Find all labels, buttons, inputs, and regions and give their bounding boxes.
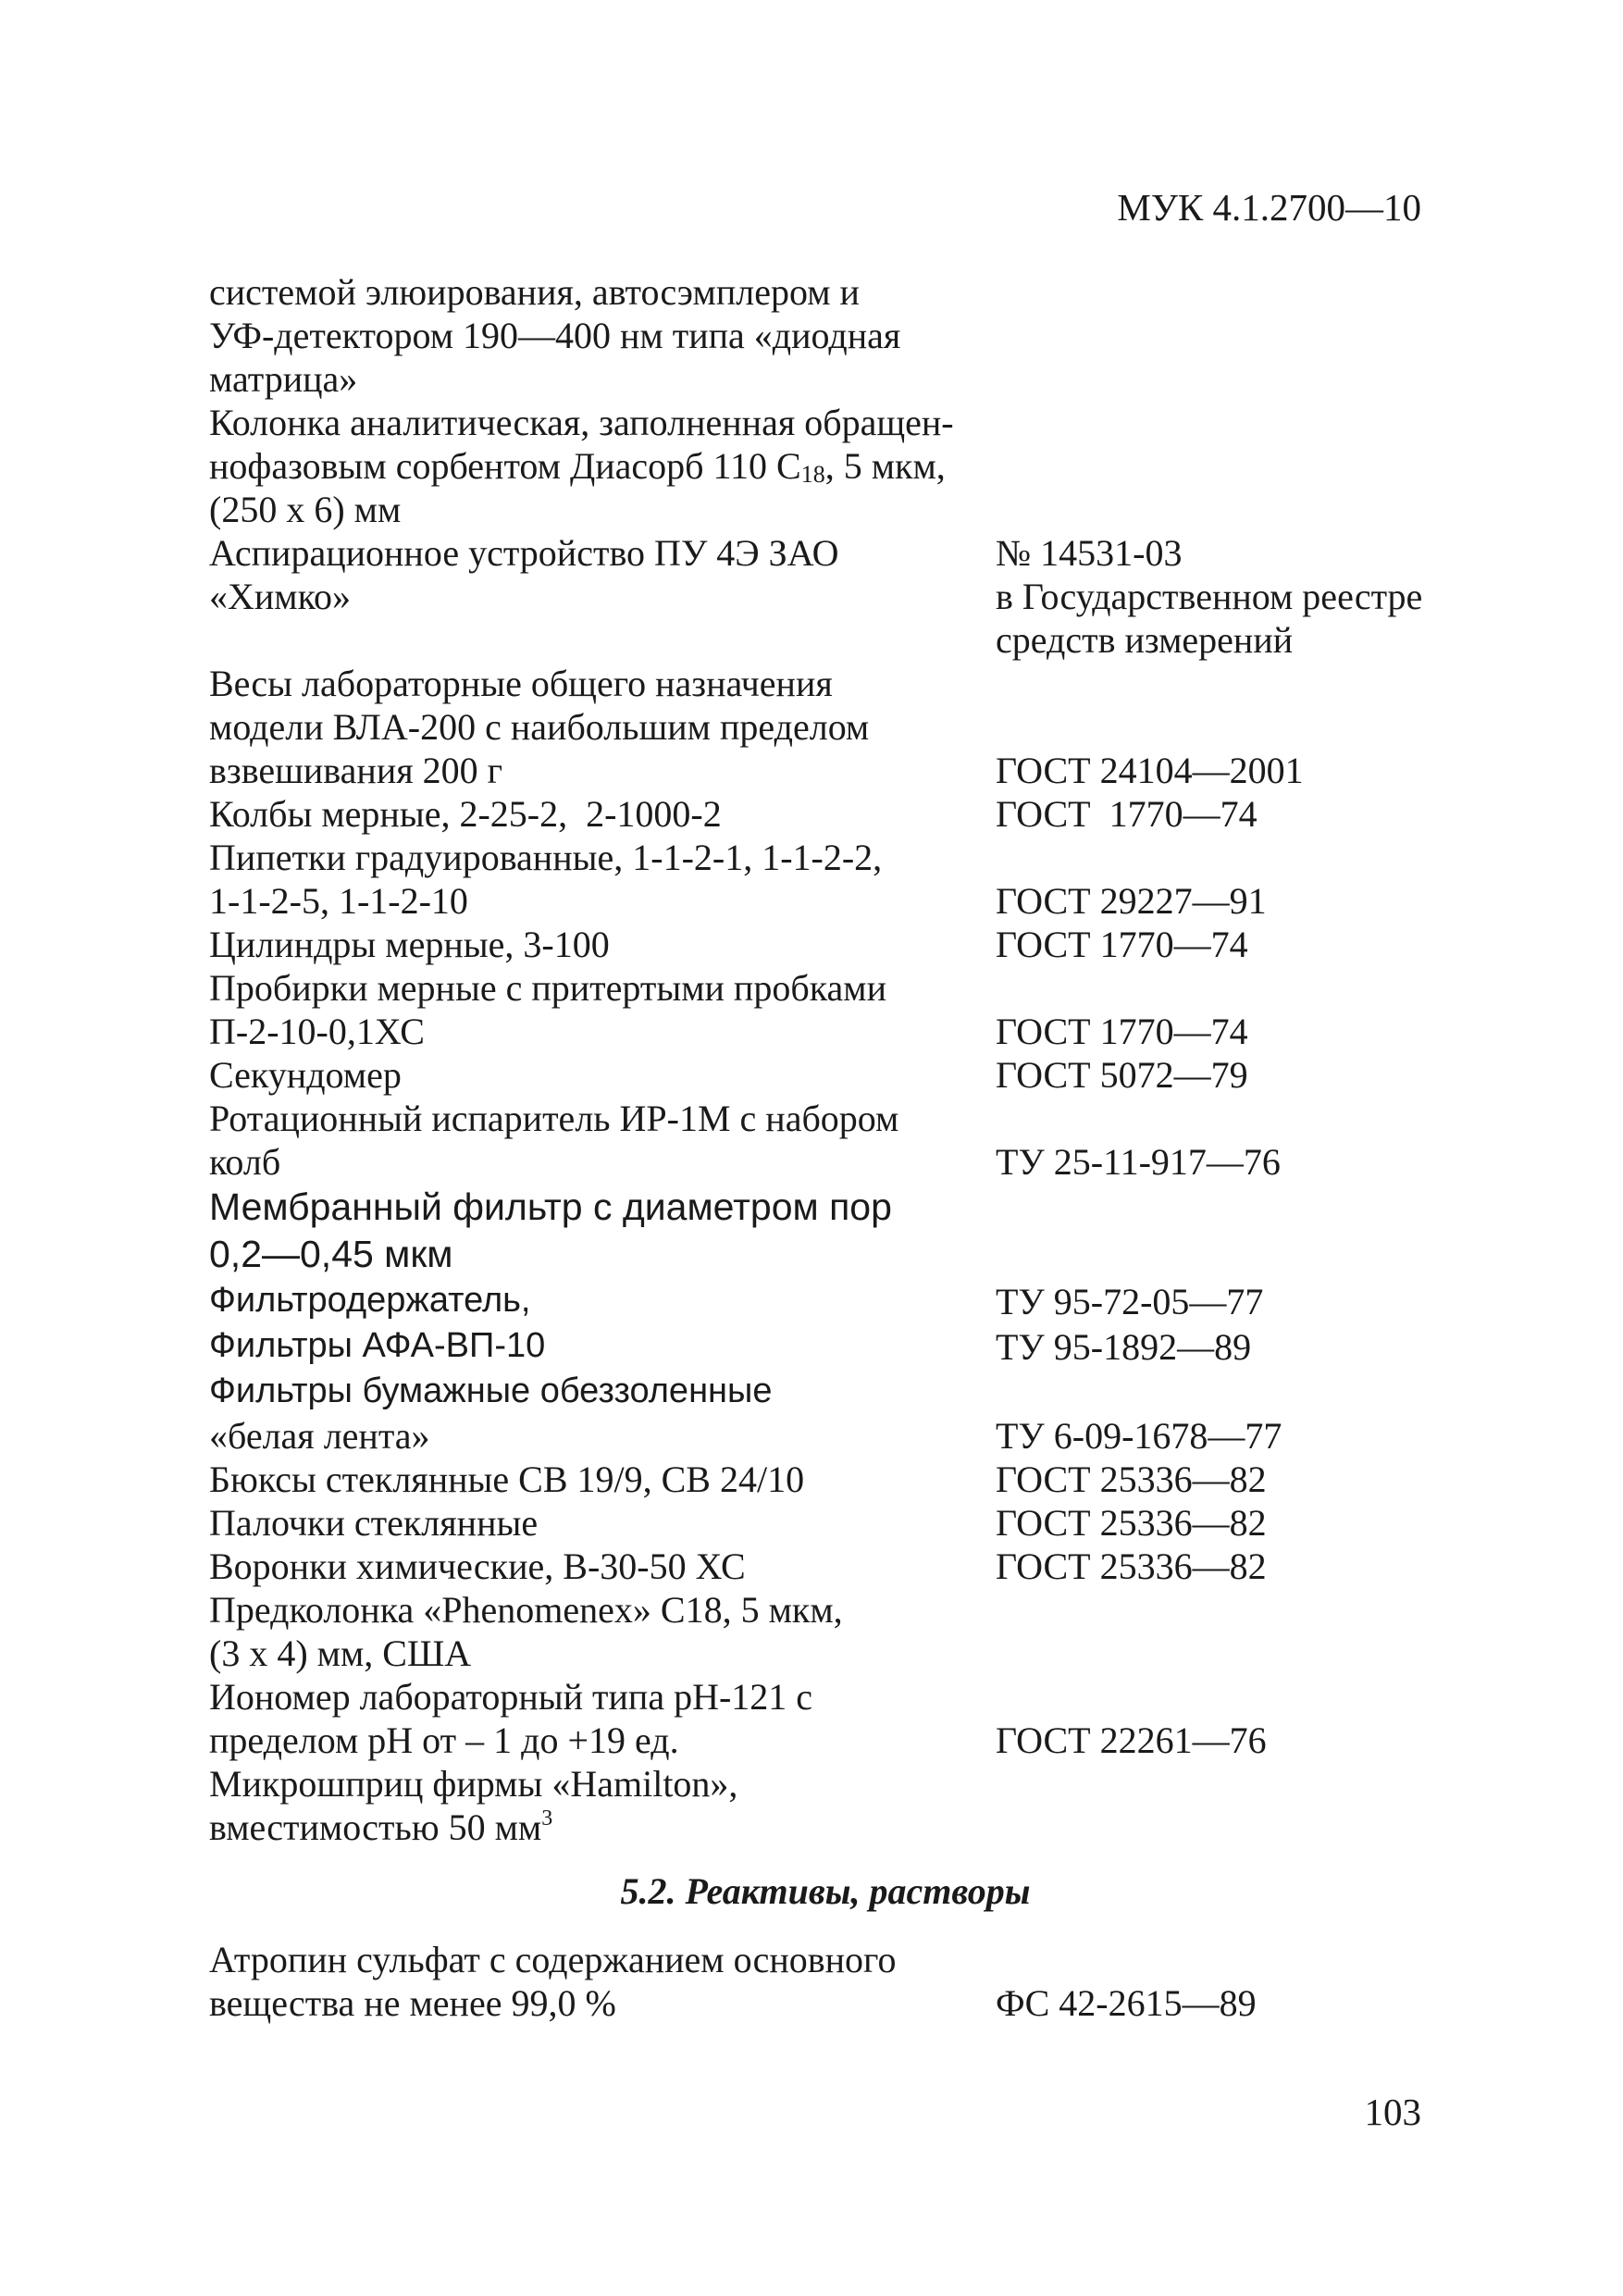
item-line: 0,2—0,45 мкм: [209, 1233, 453, 1275]
item-description: [209, 401, 996, 531]
item-standard: [996, 792, 1449, 836]
item-standard: [996, 1278, 1449, 1323]
item-description: [209, 1458, 996, 1501]
table-row: [209, 1545, 1449, 1588]
item-line: Воронки химические, В-30-50 ХС: [209, 1545, 746, 1587]
standard-line: № 14531-03: [996, 532, 1183, 574]
item-standard: [996, 270, 1449, 401]
item-description: [209, 270, 996, 401]
item-description: [209, 1938, 996, 2025]
item-line-with-superscript: [209, 1806, 996, 1849]
item-line-text: нофазовым сорбентом Диасорб 110 С: [209, 445, 801, 487]
item-description: [209, 1369, 996, 1458]
standard-line: ТУ 25-11-917—76: [996, 1141, 1281, 1183]
standard-line: ГОСТ 29227—91: [996, 880, 1267, 922]
item-line: взвешивания 200 г: [209, 750, 503, 791]
item-description: [209, 1675, 996, 1762]
item-description: [209, 1323, 996, 1369]
item-standard: [996, 836, 1449, 923]
item-description: [209, 1053, 996, 1097]
reagents-table: [209, 1938, 1449, 2025]
superscript: 3: [541, 1806, 553, 1831]
table-row: [209, 1097, 1449, 1184]
item-line-with-subscript: [209, 444, 996, 488]
item-line: Бюксы стеклянные СВ 19/9, СВ 24/10: [209, 1458, 805, 1500]
item-line: 1-1-2-5, 1-1-2-10: [209, 880, 468, 922]
standard-line: в Государственном реестре: [996, 576, 1423, 617]
item-description: [209, 836, 996, 923]
item-description: [209, 1762, 996, 1849]
item-description: [209, 923, 996, 966]
item-standard: [996, 923, 1449, 966]
standard-line: ГОСТ 5072—79: [996, 1054, 1248, 1096]
item-line: пределом рН от – 1 до +19 ед.: [209, 1719, 679, 1761]
table-row: [209, 662, 1449, 792]
item-line: Пипетки градуированные, 1-1-2-1, 1-1-2-2,: [209, 837, 883, 878]
standard-line: ТУ 6-09-1678—77: [996, 1415, 1282, 1457]
item-line: колб: [209, 1141, 281, 1183]
table-row: [209, 1675, 1449, 1762]
standard-line: ГОСТ 25336—82: [996, 1502, 1267, 1544]
table-row: [209, 1323, 1449, 1369]
item-line: модели ВЛА-200 с наибольшим пределом: [209, 706, 870, 748]
item-line: П-2-10-0,1ХС: [209, 1011, 425, 1052]
item-standard: [996, 1458, 1449, 1501]
table-row: [209, 1588, 1449, 1675]
standard-line: средств измерений: [996, 619, 1294, 661]
section-title: 5.2. Реактивы, растворы: [620, 1870, 1031, 1912]
item-line: Предколонка «Phenomenex» С18, 5 мкм,: [209, 1589, 843, 1631]
table-row: [209, 1762, 1449, 1849]
item-standard: [996, 1323, 1449, 1369]
standard-line: ГОСТ 1770—74: [996, 793, 1258, 835]
item-line: (250 х 6) мм: [209, 489, 402, 530]
item-line: УФ-детектором 190—400 нм типа «диодная: [209, 315, 901, 356]
item-line-text: вместимостью 50 мм: [209, 1806, 542, 1848]
item-line: Пробирки мерные с притертыми пробками: [209, 967, 886, 1009]
item-line: Цилиндры мерные, 3-100: [209, 924, 610, 965]
item-description: [209, 1588, 996, 1675]
item-standard: [996, 1184, 1449, 1278]
item-standard: [996, 1501, 1449, 1545]
item-description: [209, 1545, 996, 1588]
item-standard: [996, 1675, 1449, 1762]
table-row: [209, 1184, 1449, 1278]
item-description: [209, 662, 996, 792]
item-line: (3 х 4) мм, США: [209, 1632, 472, 1674]
item-line: «Химко»: [209, 576, 352, 617]
table-row: [209, 923, 1449, 966]
item-line: вещества не менее 99,0 %: [209, 1982, 616, 2024]
table-row: [209, 401, 1449, 531]
item-description: [209, 1501, 996, 1545]
item-line: Микрошприц фирмы «Hamilton»,: [209, 1763, 738, 1805]
standard-line: ТУ 95-72-05—77: [996, 1281, 1264, 1322]
item-description: [209, 792, 996, 836]
item-description: [209, 1278, 996, 1323]
document-code-header: МУК 4.1.2700—10: [1117, 186, 1421, 229]
item-line: Ротационный испаритель ИР-1М с набором: [209, 1098, 899, 1139]
table-row: [209, 836, 1449, 923]
item-standard: [996, 1053, 1449, 1097]
item-line: Фильтродержатель,: [209, 1281, 531, 1320]
item-line: Иономер лабораторный типа рН-121 с: [209, 1676, 813, 1718]
page-number: 103: [1364, 2091, 1421, 2133]
table-row: [209, 1501, 1449, 1545]
item-line: системой элюирования, автосэмплером и: [209, 271, 860, 313]
table-row: [209, 531, 1449, 662]
standard-line: ТУ 95-1892—89: [996, 1326, 1252, 1368]
item-description: [209, 1097, 996, 1184]
item-standard: [996, 1938, 1449, 2025]
table-row: [209, 1278, 1449, 1323]
table-row: [209, 792, 1449, 836]
item-line: Весы лабораторные общего назначения: [209, 663, 833, 704]
table-row: [209, 1369, 1449, 1458]
item-line: матрица»: [209, 358, 358, 400]
item-description: [209, 966, 996, 1053]
subscript: 18: [800, 461, 825, 488]
item-line: Фильтры бумажные обеззоленные: [209, 1371, 773, 1410]
item-standard: [996, 531, 1449, 662]
item-line: Фильтры АФА-ВП-10: [209, 1326, 546, 1365]
item-description: [209, 531, 996, 662]
table-row: [209, 1053, 1449, 1097]
table-row: [209, 270, 1449, 401]
item-line: «белая лента»: [209, 1415, 430, 1457]
item-standard: [996, 1762, 1449, 1849]
equipment-table: [209, 270, 1449, 1849]
item-line: Колбы мерные, 2-25-2, 2-1000-2: [209, 793, 722, 835]
table-row: [209, 1938, 1449, 2025]
item-line: Секундомер: [209, 1054, 402, 1096]
table-row: [209, 966, 1449, 1053]
item-line: Аспирационное устройство ПУ 4Э ЗАО: [209, 532, 839, 574]
standard-line: ГОСТ 25336—82: [996, 1458, 1267, 1500]
standard-line: ГОСТ 24104—2001: [996, 750, 1304, 791]
table-row: [209, 1458, 1449, 1501]
item-standard: [996, 1545, 1449, 1588]
standard-line: ФС 42-2615—89: [996, 1982, 1257, 2024]
item-line: Колонка аналитическая, заполненная обращен-: [209, 402, 954, 443]
item-line: Мембранный фильтр с диаметром пор: [209, 1185, 892, 1228]
item-line: Палочки стеклянные: [209, 1502, 539, 1544]
standard-line: ГОСТ 22261—76: [996, 1719, 1267, 1761]
item-standard: [996, 966, 1449, 1053]
standard-line: ГОСТ 25336—82: [996, 1545, 1267, 1587]
standard-line: ГОСТ 1770—74: [996, 924, 1248, 965]
item-standard: [996, 401, 1449, 531]
item-line: Атропин сульфат с содержанием основного: [209, 1939, 897, 1980]
item-standard: [996, 1588, 1449, 1675]
item-description: [209, 1184, 996, 1278]
item-line-text: , 5 мкм,: [824, 445, 946, 487]
standard-line: ГОСТ 1770—74: [996, 1011, 1248, 1052]
item-standard: [996, 662, 1449, 792]
item-standard: [996, 1369, 1449, 1458]
item-standard: [996, 1097, 1449, 1184]
